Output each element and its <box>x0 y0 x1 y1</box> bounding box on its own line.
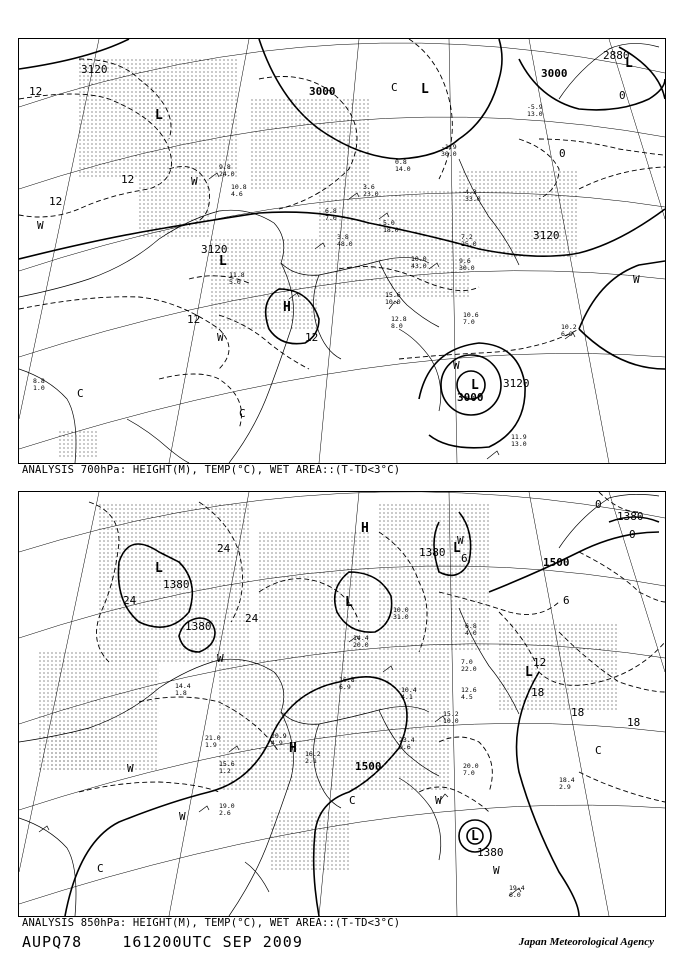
temp-label: 18 <box>531 686 545 699</box>
warm-marker: W <box>453 359 460 372</box>
cold-marker: C <box>391 81 398 94</box>
temp-label: 6 <box>563 594 570 607</box>
obs-dewpoint: 14.0 <box>395 165 411 173</box>
low-center: L <box>155 561 163 576</box>
temp-label: 6 <box>461 552 468 565</box>
low-center: L <box>219 254 227 269</box>
cold-marker: C <box>595 744 602 757</box>
obs-temp: -5.9 <box>527 103 543 111</box>
obs-station <box>443 710 459 725</box>
warm-marker: W <box>127 762 134 775</box>
obs-station <box>411 255 427 270</box>
obs-temp: 16.2 <box>305 750 321 758</box>
temp-label: 12 <box>533 656 547 669</box>
height-label: 1380 <box>185 620 212 633</box>
warm-marker: W <box>37 219 44 232</box>
height-label: 2880 <box>603 49 630 62</box>
obs-temp: 19.0 <box>219 802 235 810</box>
warm-marker: W <box>217 652 224 665</box>
height-label: 1380 <box>617 510 644 523</box>
height-label: 1380 <box>477 846 504 859</box>
obs-temp: 20.9 <box>271 732 287 740</box>
obs-temp: 14.4 <box>175 682 191 690</box>
bulletin-code: AUPQ78 <box>22 933 83 951</box>
map-850hpa <box>19 492 665 916</box>
height-label: 3120 <box>201 243 228 256</box>
temp-label: 0 <box>595 498 602 511</box>
obs-station <box>527 103 543 118</box>
obs-dewpoint: 48.0 <box>337 240 353 248</box>
temp-label: 12 <box>29 85 43 98</box>
obs-temp: 7.2 <box>461 233 473 241</box>
obs-dewpoint: 6.0 <box>561 330 573 338</box>
warm-marker: W <box>633 273 640 286</box>
temp-label: 24 <box>245 612 259 625</box>
caption-700hpa: ANALYSIS 700hPa: HEIGHT(M), TEMP(°C), WET AREA::(T-TD<3°C) <box>22 464 401 476</box>
low-center: L <box>421 82 429 97</box>
obs-dewpoint: 1.0 <box>33 384 45 392</box>
warm-marker: W <box>435 794 442 807</box>
obs-station <box>33 377 45 392</box>
low-center: L <box>471 829 479 844</box>
obs-station <box>463 311 479 326</box>
obs-temp: 15.6 <box>385 291 401 299</box>
temp-label: 24 <box>123 594 137 607</box>
obs-dewpoint: 4.5 <box>461 693 473 701</box>
obs-station <box>219 802 235 817</box>
obs-dewpoint: 10.0 <box>443 717 459 725</box>
height-label: 1500 <box>355 760 382 773</box>
obs-dewpoint: 1.2 <box>219 767 231 775</box>
obs-dewpoint: 22.0 <box>461 665 477 673</box>
obs-dewpoint: 4.1 <box>401 693 413 701</box>
obs-dewpoint: 13.0 <box>527 110 543 118</box>
height-label: 3120 <box>81 63 108 76</box>
temp-label: 18 <box>571 706 585 719</box>
obs-dewpoint: 2.1 <box>305 757 317 765</box>
obs-dewpoint: 7.0 <box>463 769 475 777</box>
cold-marker: C <box>239 407 246 420</box>
obs-temp: 10.2 <box>561 323 577 331</box>
obs-station <box>511 433 527 448</box>
obs-dewpoint: 8.0 <box>391 322 403 330</box>
obs-dewpoint: 10.0 <box>385 298 401 306</box>
obs-station <box>559 776 575 791</box>
warm-marker: W <box>457 534 464 547</box>
obs-dewpoint: 7.0 <box>325 214 337 222</box>
obs-station <box>465 622 477 637</box>
high-center: H <box>361 521 369 536</box>
obs-temp: 18.4 <box>559 776 575 784</box>
height-label: 3000 <box>541 67 568 80</box>
obs-temp: 15.6 <box>219 760 235 768</box>
height-label: 3120 <box>503 377 530 390</box>
obs-dewpoint: 6.9 <box>339 683 351 691</box>
low-center: L <box>345 595 353 610</box>
obs-dewpoint: 30.0 <box>459 264 475 272</box>
obs-dewpoint: 13.0 <box>511 440 527 448</box>
obs-station <box>459 257 475 272</box>
high-center: H <box>289 741 297 756</box>
warm-marker: W <box>493 864 500 877</box>
obs-dewpoint: 25.0 <box>461 240 477 248</box>
obs-station <box>353 634 369 649</box>
obs-temp: 3.8 <box>337 233 349 241</box>
obs-dewpoint: 4.9 <box>271 739 283 747</box>
obs-temp: 10.0 <box>393 606 409 614</box>
obs-temp: 21.0 <box>205 734 221 742</box>
obs-temp: 14.4 <box>353 634 369 642</box>
obs-temp: 12.8 <box>391 315 407 323</box>
obs-temp: 10.8 <box>231 183 247 191</box>
obs-station <box>391 315 407 330</box>
obs-temp: 15.2 <box>443 710 459 718</box>
obs-dewpoint: 33.0 <box>465 195 481 203</box>
chart-700hpa <box>18 38 666 464</box>
obs-temp: 20.0 <box>463 762 479 770</box>
obs-station <box>395 158 411 173</box>
obs-station <box>463 762 479 777</box>
temp-label: 12 <box>49 195 63 208</box>
obs-station <box>393 606 409 621</box>
chart-identifier <box>22 933 303 951</box>
low-center: L <box>525 665 533 680</box>
cold-marker: C <box>97 862 104 875</box>
map-700hpa <box>19 39 665 463</box>
height-label: 3120 <box>533 229 560 242</box>
warm-marker: W <box>191 175 198 188</box>
obs-station <box>461 686 477 701</box>
temp-label: 12 <box>121 173 135 186</box>
warm-marker: W <box>179 810 186 823</box>
obs-dewpoint: 30.0 <box>441 150 457 158</box>
caption-850hpa: ANALYSIS 850hPa: HEIGHT(M), TEMP(°C), WET AREA::(T-TD<3°C) <box>22 917 401 929</box>
cold-marker: C <box>349 794 356 807</box>
temp-label: 0 <box>629 528 636 541</box>
obs-temp: 3.6 <box>363 183 375 191</box>
obs-station <box>325 207 337 222</box>
obs-dewpoint: 5.0 <box>229 278 241 286</box>
obs-station <box>509 884 525 899</box>
obs-temp: 6.8 <box>325 207 337 215</box>
valid-time: 161200UTC SEP 2009 <box>122 933 303 951</box>
obs-temp: 12.6 <box>461 686 477 694</box>
obs-temp: 8.8 <box>33 377 45 385</box>
cold-marker: C <box>77 387 84 400</box>
obs-temp: 11.9 <box>511 433 527 441</box>
temp-label: 18 <box>627 716 641 729</box>
warm-marker: W <box>217 331 224 344</box>
obs-temp: 10.0 <box>411 255 427 263</box>
obs-dewpoint: 20.0 <box>353 641 369 649</box>
obs-temp: 6.8 <box>465 622 477 630</box>
low-center: L <box>471 378 479 393</box>
obs-station <box>461 658 477 673</box>
temp-label: 0 <box>619 89 626 102</box>
obs-temp: 11.8 <box>229 271 245 279</box>
height-label: 3000 <box>457 391 484 404</box>
obs-temp: 0.8 <box>395 158 407 166</box>
obs-temp: 5.0 <box>383 219 395 227</box>
temp-label: 12 <box>305 331 319 344</box>
obs-dewpoint: 7.0 <box>463 318 475 326</box>
obs-dewpoint: 6.0 <box>509 891 521 899</box>
high-center: H <box>283 300 291 315</box>
low-center: L <box>155 108 163 123</box>
obs-temp: 9.8 <box>219 163 231 171</box>
height-label: 1500 <box>543 556 570 569</box>
obs-dewpoint: 43.0 <box>411 262 427 270</box>
obs-station <box>205 734 221 749</box>
height-label: 1380 <box>419 546 446 559</box>
obs-temp: 9.6 <box>459 257 471 265</box>
height-label: 1380 <box>163 578 190 591</box>
obs-dewpoint: 0.6 <box>399 743 411 751</box>
temp-label: 12 <box>187 313 201 326</box>
obs-dewpoint: 1.9 <box>205 741 217 749</box>
low-center: L <box>453 541 461 556</box>
obs-station <box>231 183 247 198</box>
obs-temp: 10.4 <box>401 686 417 694</box>
obs-station <box>175 682 191 697</box>
low-center: L <box>625 56 633 71</box>
temp-label: 0 <box>559 147 566 160</box>
obs-dewpoint: 31.0 <box>393 613 409 621</box>
agency-credit: Japan Meteorological Agency <box>518 936 654 948</box>
obs-temp: 4.3 <box>465 188 477 196</box>
obs-station <box>441 143 457 158</box>
obs-dewpoint: 2.6 <box>219 809 231 817</box>
obs-dewpoint: 2.9 <box>559 783 571 791</box>
obs-temp: 23.4 <box>399 736 415 744</box>
obs-temp: -1.9 <box>441 143 457 151</box>
obs-dewpoint: 4.6 <box>231 190 243 198</box>
obs-dewpoint: 1.8 <box>175 689 187 697</box>
chart-850hpa <box>18 491 666 917</box>
obs-temp: 19.4 <box>509 884 525 892</box>
obs-dewpoint: 23.0 <box>363 190 379 198</box>
obs-temp: 7.0 <box>461 658 473 666</box>
obs-dewpoint: 18.0 <box>383 226 399 234</box>
obs-temp: 16.8 <box>339 676 355 684</box>
wet-area-stipple <box>59 59 579 459</box>
temp-label: 24 <box>217 542 231 555</box>
obs-station <box>363 183 379 198</box>
obs-dewpoint: 24.0 <box>219 170 235 178</box>
obs-dewpoint: 4.0 <box>465 629 477 637</box>
height-label: 3000 <box>309 85 336 98</box>
obs-temp: 10.6 <box>463 311 479 319</box>
